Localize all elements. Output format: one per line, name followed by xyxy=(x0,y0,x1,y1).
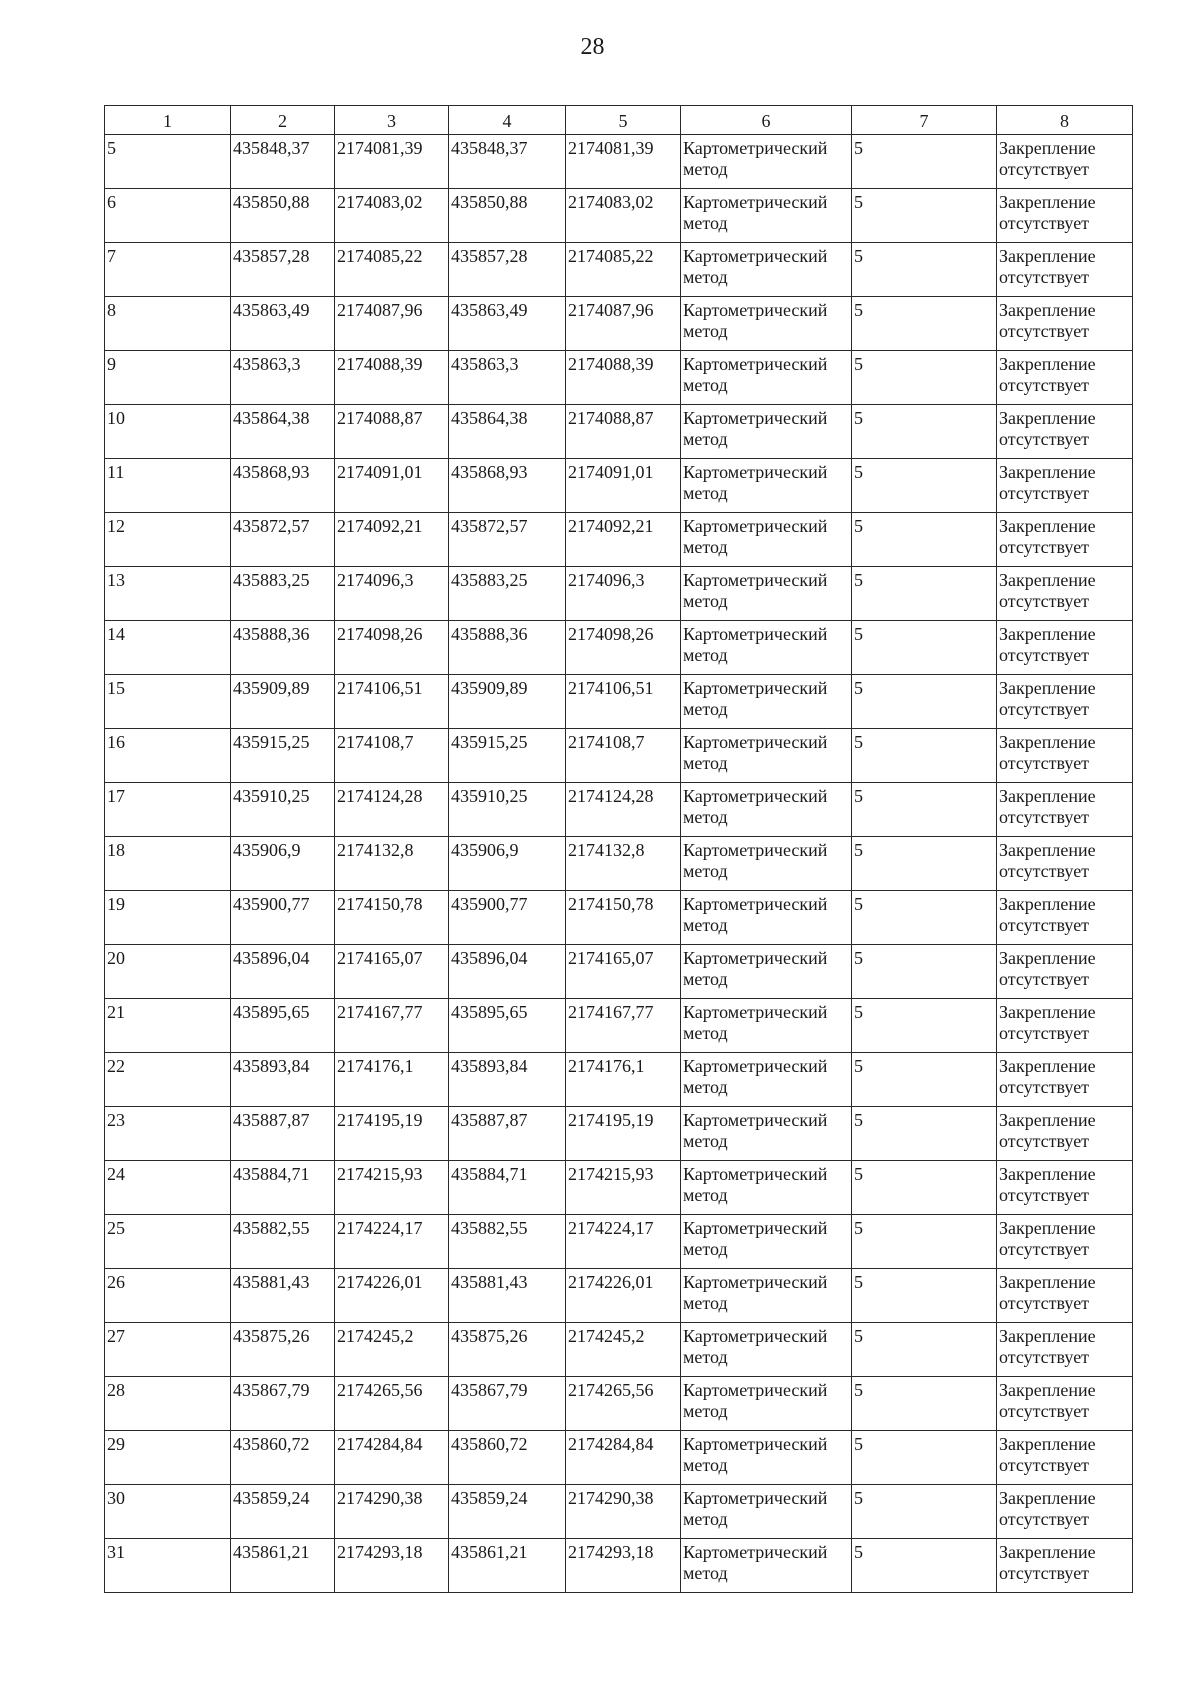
y-coordinate-cell: 2174087,96 xyxy=(335,297,449,351)
column-header: 3 xyxy=(335,106,449,135)
method-cell: Картометрический метод xyxy=(681,1269,852,1323)
table-row xyxy=(105,567,1133,621)
x-coordinate-cell: 435906,9 xyxy=(231,837,335,891)
x-coordinate-cell: 435910,25 xyxy=(449,783,566,837)
method-cell: Картометрический метод xyxy=(681,1107,852,1161)
y-coordinate-cell: 2174081,39 xyxy=(335,135,449,189)
y-coordinate-cell: 2174245,2 xyxy=(566,1323,681,1377)
fixation-cell: Закрепление отсутствует xyxy=(997,189,1133,243)
method-cell: Картометрический метод xyxy=(681,513,852,567)
y-coordinate-cell: 2174085,22 xyxy=(335,243,449,297)
point-number-cell: 28 xyxy=(105,1377,231,1431)
accuracy-cell: 5 xyxy=(852,1215,997,1269)
point-number-cell: 8 xyxy=(105,297,231,351)
method-cell: Картометрический метод xyxy=(681,891,852,945)
y-coordinate-cell: 2174092,21 xyxy=(335,513,449,567)
method-cell: Картометрический метод xyxy=(681,1215,852,1269)
y-coordinate-cell: 2174106,51 xyxy=(335,675,449,729)
point-number-cell: 19 xyxy=(105,891,231,945)
point-number-cell: 20 xyxy=(105,945,231,999)
y-coordinate-cell: 2174088,39 xyxy=(566,351,681,405)
x-coordinate-cell: 435888,36 xyxy=(231,621,335,675)
column-header: 8 xyxy=(997,106,1133,135)
point-number-cell: 18 xyxy=(105,837,231,891)
fixation-cell: Закрепление отсутствует xyxy=(997,1485,1133,1539)
fixation-cell: Закрепление отсутствует xyxy=(997,459,1133,513)
point-number-cell: 21 xyxy=(105,999,231,1053)
point-number-cell: 30 xyxy=(105,1485,231,1539)
y-coordinate-cell: 2174176,1 xyxy=(335,1053,449,1107)
table-row xyxy=(105,243,1133,297)
table-row xyxy=(105,1539,1133,1593)
table-header-row xyxy=(105,106,1133,135)
table-row xyxy=(105,891,1133,945)
x-coordinate-cell: 435863,49 xyxy=(231,297,335,351)
accuracy-cell: 5 xyxy=(852,1053,997,1107)
fixation-cell: Закрепление отсутствует xyxy=(997,1053,1133,1107)
method-cell: Картометрический метод xyxy=(681,783,852,837)
column-header: 4 xyxy=(449,106,566,135)
y-coordinate-cell: 2174290,38 xyxy=(335,1485,449,1539)
y-coordinate-cell: 2174224,17 xyxy=(335,1215,449,1269)
fixation-cell: Закрепление отсутствует xyxy=(997,405,1133,459)
x-coordinate-cell: 435875,26 xyxy=(231,1323,335,1377)
x-coordinate-cell: 435859,24 xyxy=(449,1485,566,1539)
method-cell: Картометрический метод xyxy=(681,1539,852,1593)
x-coordinate-cell: 435868,93 xyxy=(231,459,335,513)
y-coordinate-cell: 2174124,28 xyxy=(566,783,681,837)
y-coordinate-cell: 2174284,84 xyxy=(566,1431,681,1485)
x-coordinate-cell: 435864,38 xyxy=(231,405,335,459)
x-coordinate-cell: 435900,77 xyxy=(449,891,566,945)
method-cell: Картометрический метод xyxy=(681,189,852,243)
method-cell: Картометрический метод xyxy=(681,621,852,675)
fixation-cell: Закрепление отсутствует xyxy=(997,1215,1133,1269)
accuracy-cell: 5 xyxy=(852,1485,997,1539)
y-coordinate-cell: 2174132,8 xyxy=(566,837,681,891)
method-cell: Картометрический метод xyxy=(681,675,852,729)
y-coordinate-cell: 2174085,22 xyxy=(566,243,681,297)
y-coordinate-cell: 2174226,01 xyxy=(335,1269,449,1323)
point-number-cell: 9 xyxy=(105,351,231,405)
y-coordinate-cell: 2174088,87 xyxy=(566,405,681,459)
y-coordinate-cell: 2174293,18 xyxy=(566,1539,681,1593)
point-number-cell: 17 xyxy=(105,783,231,837)
x-coordinate-cell: 435909,89 xyxy=(449,675,566,729)
column-header: 7 xyxy=(852,106,997,135)
accuracy-cell: 5 xyxy=(852,1323,997,1377)
table-row xyxy=(105,837,1133,891)
table-row xyxy=(105,297,1133,351)
accuracy-cell: 5 xyxy=(852,891,997,945)
y-coordinate-cell: 2174176,1 xyxy=(566,1053,681,1107)
column-header: 2 xyxy=(231,106,335,135)
table-row xyxy=(105,135,1133,189)
point-number-cell: 23 xyxy=(105,1107,231,1161)
table-row xyxy=(105,459,1133,513)
point-number-cell: 13 xyxy=(105,567,231,621)
fixation-cell: Закрепление отсутствует xyxy=(997,135,1133,189)
table-row xyxy=(105,351,1133,405)
table-row xyxy=(105,1323,1133,1377)
accuracy-cell: 5 xyxy=(852,1539,997,1593)
fixation-cell: Закрепление отсутствует xyxy=(997,567,1133,621)
x-coordinate-cell: 435864,38 xyxy=(449,405,566,459)
y-coordinate-cell: 2174165,07 xyxy=(566,945,681,999)
table-row xyxy=(105,675,1133,729)
point-number-cell: 10 xyxy=(105,405,231,459)
method-cell: Картометрический метод xyxy=(681,1161,852,1215)
page-number: 28 xyxy=(580,34,605,60)
fixation-cell: Закрепление отсутствует xyxy=(997,783,1133,837)
x-coordinate-cell: 435867,79 xyxy=(449,1377,566,1431)
table-row xyxy=(105,621,1133,675)
accuracy-cell: 5 xyxy=(852,837,997,891)
x-coordinate-cell: 435861,21 xyxy=(231,1539,335,1593)
accuracy-cell: 5 xyxy=(852,1431,997,1485)
method-cell: Картометрический метод xyxy=(681,1377,852,1431)
x-coordinate-cell: 435915,25 xyxy=(449,729,566,783)
table-row xyxy=(105,1107,1133,1161)
column-header: 5 xyxy=(566,106,681,135)
point-number-cell: 6 xyxy=(105,189,231,243)
table-row xyxy=(105,1269,1133,1323)
fixation-cell: Закрепление отсутствует xyxy=(997,1431,1133,1485)
x-coordinate-cell: 435910,25 xyxy=(231,783,335,837)
x-coordinate-cell: 435872,57 xyxy=(231,513,335,567)
accuracy-cell: 5 xyxy=(852,513,997,567)
y-coordinate-cell: 2174293,18 xyxy=(335,1539,449,1593)
x-coordinate-cell: 435887,87 xyxy=(449,1107,566,1161)
fixation-cell: Закрепление отсутствует xyxy=(997,675,1133,729)
accuracy-cell: 5 xyxy=(852,621,997,675)
y-coordinate-cell: 2174195,19 xyxy=(566,1107,681,1161)
accuracy-cell: 5 xyxy=(852,1107,997,1161)
table-row xyxy=(105,945,1133,999)
x-coordinate-cell: 435857,28 xyxy=(231,243,335,297)
point-number-cell: 12 xyxy=(105,513,231,567)
y-coordinate-cell: 2174290,38 xyxy=(566,1485,681,1539)
table-row xyxy=(105,189,1133,243)
method-cell: Картометрический метод xyxy=(681,243,852,297)
y-coordinate-cell: 2174087,96 xyxy=(566,297,681,351)
y-coordinate-cell: 2174284,84 xyxy=(335,1431,449,1485)
x-coordinate-cell: 435883,25 xyxy=(231,567,335,621)
point-number-cell: 27 xyxy=(105,1323,231,1377)
fixation-cell: Закрепление отсутствует xyxy=(997,1539,1133,1593)
point-number-cell: 24 xyxy=(105,1161,231,1215)
x-coordinate-cell: 435893,84 xyxy=(449,1053,566,1107)
y-coordinate-cell: 2174132,8 xyxy=(335,837,449,891)
y-coordinate-cell: 2174124,28 xyxy=(335,783,449,837)
table-row xyxy=(105,999,1133,1053)
x-coordinate-cell: 435896,04 xyxy=(231,945,335,999)
y-coordinate-cell: 2174092,21 xyxy=(566,513,681,567)
accuracy-cell: 5 xyxy=(852,783,997,837)
fixation-cell: Закрепление отсутствует xyxy=(997,243,1133,297)
x-coordinate-cell: 435915,25 xyxy=(231,729,335,783)
y-coordinate-cell: 2174083,02 xyxy=(335,189,449,243)
x-coordinate-cell: 435881,43 xyxy=(449,1269,566,1323)
fixation-cell: Закрепление отсутствует xyxy=(997,1323,1133,1377)
point-number-cell: 14 xyxy=(105,621,231,675)
x-coordinate-cell: 435909,89 xyxy=(231,675,335,729)
table-row xyxy=(105,783,1133,837)
method-cell: Картометрический метод xyxy=(681,729,852,783)
x-coordinate-cell: 435888,36 xyxy=(449,621,566,675)
accuracy-cell: 5 xyxy=(852,189,997,243)
y-coordinate-cell: 2174098,26 xyxy=(335,621,449,675)
x-coordinate-cell: 435863,49 xyxy=(449,297,566,351)
table-row xyxy=(105,513,1133,567)
y-coordinate-cell: 2174265,56 xyxy=(566,1377,681,1431)
y-coordinate-cell: 2174091,01 xyxy=(566,459,681,513)
y-coordinate-cell: 2174106,51 xyxy=(566,675,681,729)
y-coordinate-cell: 2174108,7 xyxy=(566,729,681,783)
method-cell: Картометрический метод xyxy=(681,351,852,405)
x-coordinate-cell: 435867,79 xyxy=(231,1377,335,1431)
point-number-cell: 31 xyxy=(105,1539,231,1593)
x-coordinate-cell: 435895,65 xyxy=(449,999,566,1053)
accuracy-cell: 5 xyxy=(852,729,997,783)
accuracy-cell: 5 xyxy=(852,135,997,189)
table-row xyxy=(105,729,1133,783)
x-coordinate-cell: 435868,93 xyxy=(449,459,566,513)
accuracy-cell: 5 xyxy=(852,999,997,1053)
y-coordinate-cell: 2174088,87 xyxy=(335,405,449,459)
y-coordinate-cell: 2174150,78 xyxy=(335,891,449,945)
table-row xyxy=(105,1161,1133,1215)
method-cell: Картометрический метод xyxy=(681,297,852,351)
x-coordinate-cell: 435863,3 xyxy=(449,351,566,405)
fixation-cell: Закрепление отсутствует xyxy=(997,1107,1133,1161)
point-number-cell: 11 xyxy=(105,459,231,513)
accuracy-cell: 5 xyxy=(852,675,997,729)
table-row xyxy=(105,1377,1133,1431)
x-coordinate-cell: 435859,24 xyxy=(231,1485,335,1539)
y-coordinate-cell: 2174195,19 xyxy=(335,1107,449,1161)
x-coordinate-cell: 435861,21 xyxy=(449,1539,566,1593)
y-coordinate-cell: 2174150,78 xyxy=(566,891,681,945)
x-coordinate-cell: 435882,55 xyxy=(449,1215,566,1269)
y-coordinate-cell: 2174215,93 xyxy=(335,1161,449,1215)
x-coordinate-cell: 435850,88 xyxy=(449,189,566,243)
fixation-cell: Закрепление отсутствует xyxy=(997,945,1133,999)
x-coordinate-cell: 435883,25 xyxy=(449,567,566,621)
y-coordinate-cell: 2174167,77 xyxy=(566,999,681,1053)
y-coordinate-cell: 2174096,3 xyxy=(566,567,681,621)
table-row xyxy=(105,1053,1133,1107)
y-coordinate-cell: 2174083,02 xyxy=(566,189,681,243)
fixation-cell: Закрепление отсутствует xyxy=(997,297,1133,351)
y-coordinate-cell: 2174226,01 xyxy=(566,1269,681,1323)
fixation-cell: Закрепление отсутствует xyxy=(997,621,1133,675)
fixation-cell: Закрепление отсутствует xyxy=(997,1377,1133,1431)
y-coordinate-cell: 2174088,39 xyxy=(335,351,449,405)
point-number-cell: 25 xyxy=(105,1215,231,1269)
x-coordinate-cell: 435887,87 xyxy=(231,1107,335,1161)
accuracy-cell: 5 xyxy=(852,1377,997,1431)
accuracy-cell: 5 xyxy=(852,351,997,405)
x-coordinate-cell: 435860,72 xyxy=(449,1431,566,1485)
x-coordinate-cell: 435884,71 xyxy=(449,1161,566,1215)
coordinates-table xyxy=(104,105,1133,1593)
x-coordinate-cell: 435893,84 xyxy=(231,1053,335,1107)
y-coordinate-cell: 2174215,93 xyxy=(566,1161,681,1215)
accuracy-cell: 5 xyxy=(852,1161,997,1215)
x-coordinate-cell: 435896,04 xyxy=(449,945,566,999)
fixation-cell: Закрепление отсутствует xyxy=(997,1161,1133,1215)
point-number-cell: 22 xyxy=(105,1053,231,1107)
x-coordinate-cell: 435863,3 xyxy=(231,351,335,405)
y-coordinate-cell: 2174091,01 xyxy=(335,459,449,513)
method-cell: Картометрический метод xyxy=(681,1431,852,1485)
table-row xyxy=(105,1431,1133,1485)
fixation-cell: Закрепление отсутствует xyxy=(997,729,1133,783)
y-coordinate-cell: 2174108,7 xyxy=(335,729,449,783)
table-body xyxy=(105,135,1133,1593)
x-coordinate-cell: 435872,57 xyxy=(449,513,566,567)
method-cell: Картометрический метод xyxy=(681,459,852,513)
x-coordinate-cell: 435857,28 xyxy=(449,243,566,297)
fixation-cell: Закрепление отсутствует xyxy=(997,351,1133,405)
point-number-cell: 29 xyxy=(105,1431,231,1485)
point-number-cell: 5 xyxy=(105,135,231,189)
y-coordinate-cell: 2174081,39 xyxy=(566,135,681,189)
table-row xyxy=(105,405,1133,459)
method-cell: Картометрический метод xyxy=(681,405,852,459)
y-coordinate-cell: 2174245,2 xyxy=(335,1323,449,1377)
accuracy-cell: 5 xyxy=(852,459,997,513)
x-coordinate-cell: 435895,65 xyxy=(231,999,335,1053)
point-number-cell: 16 xyxy=(105,729,231,783)
y-coordinate-cell: 2174265,56 xyxy=(335,1377,449,1431)
y-coordinate-cell: 2174167,77 xyxy=(335,999,449,1053)
x-coordinate-cell: 435884,71 xyxy=(231,1161,335,1215)
accuracy-cell: 5 xyxy=(852,567,997,621)
y-coordinate-cell: 2174096,3 xyxy=(335,567,449,621)
accuracy-cell: 5 xyxy=(852,405,997,459)
x-coordinate-cell: 435860,72 xyxy=(231,1431,335,1485)
x-coordinate-cell: 435850,88 xyxy=(231,189,335,243)
x-coordinate-cell: 435881,43 xyxy=(231,1269,335,1323)
method-cell: Картометрический метод xyxy=(681,1323,852,1377)
method-cell: Картометрический метод xyxy=(681,567,852,621)
x-coordinate-cell: 435900,77 xyxy=(231,891,335,945)
column-header: 1 xyxy=(105,106,231,135)
method-cell: Картометрический метод xyxy=(681,837,852,891)
column-header: 6 xyxy=(681,106,852,135)
x-coordinate-cell: 435875,26 xyxy=(449,1323,566,1377)
accuracy-cell: 5 xyxy=(852,297,997,351)
y-coordinate-cell: 2174165,07 xyxy=(335,945,449,999)
y-coordinate-cell: 2174224,17 xyxy=(566,1215,681,1269)
fixation-cell: Закрепление отсутствует xyxy=(997,513,1133,567)
x-coordinate-cell: 435906,9 xyxy=(449,837,566,891)
point-number-cell: 26 xyxy=(105,1269,231,1323)
y-coordinate-cell: 2174098,26 xyxy=(566,621,681,675)
method-cell: Картометрический метод xyxy=(681,135,852,189)
point-number-cell: 7 xyxy=(105,243,231,297)
table-row xyxy=(105,1215,1133,1269)
method-cell: Картометрический метод xyxy=(681,1485,852,1539)
method-cell: Картометрический метод xyxy=(681,999,852,1053)
accuracy-cell: 5 xyxy=(852,243,997,297)
fixation-cell: Закрепление отсутствует xyxy=(997,999,1133,1053)
method-cell: Картометрический метод xyxy=(681,1053,852,1107)
accuracy-cell: 5 xyxy=(852,945,997,999)
point-number-cell: 15 xyxy=(105,675,231,729)
method-cell: Картометрический метод xyxy=(681,945,852,999)
x-coordinate-cell: 435882,55 xyxy=(231,1215,335,1269)
fixation-cell: Закрепление отсутствует xyxy=(997,1269,1133,1323)
x-coordinate-cell: 435848,37 xyxy=(449,135,566,189)
table-row xyxy=(105,1485,1133,1539)
fixation-cell: Закрепление отсутствует xyxy=(997,837,1133,891)
fixation-cell: Закрепление отсутствует xyxy=(997,891,1133,945)
x-coordinate-cell: 435848,37 xyxy=(231,135,335,189)
accuracy-cell: 5 xyxy=(852,1269,997,1323)
